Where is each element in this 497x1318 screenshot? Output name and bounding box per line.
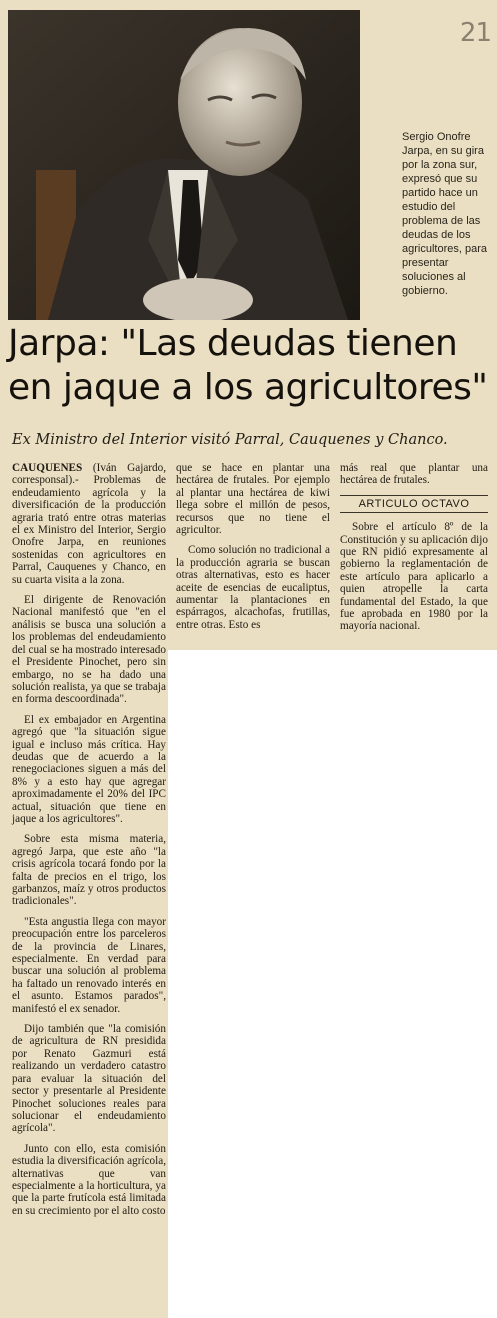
paragraph: Sobre esta misma materia, agregó Jarpa, que este año "la crisis agrícola tocará fondo por la falta de precios en el trigo, los garbanzos, maíz y otros productos tradicionales". [12,833,166,908]
paragraph: Como solución no tradicional a la producción agraria se buscan otras alternativas, esto es hacer aceite de esencias de eucaliptus, aumentar la plantaciones en espárragos, alcachofas, frutillas, entre otras. Esto es [176,544,330,631]
headline-line-2: en jaque a los agricultores" [8,367,488,408]
paragraph [12,462,166,586]
paragraph-text: (Iván Gajardo, corresponsal).- Problemas de endeudamiento agrícola y la diversificación de la producción agraria trató entre otras materias el ex Ministro del Interior, Sergio Onofre Jarpa, en reuniones sostenidas con agricultores en Parral, Cauquenes y Chanco, en su cuarta visita a la zona. [12,462,166,586]
portrait-illustration [8,10,360,320]
article-column-3 [340,462,488,641]
article-column-2 [176,462,330,639]
dateline: CAUQUENES [12,462,83,474]
portrait-photo [8,10,360,320]
subheadline: Ex Ministro del Interior visitó Parral, Cauquenes y Chanco. [12,432,448,448]
paragraph: El ex embajador en Argentina agregó que "la situación sigue igual e incluso más crítica. Hay deudas que de acuerdo a la renegociaciones siguen a más del 8% y a esto hay que agregar aproximadamente el 20% del IPC actual, situación que tiene en jaque a los agricultores". [12,713,166,825]
paragraph: Junto con ello, esta comisión estudia la diversificación agrícola, alternativas que van especialmente a la horticultura, ya que la parte frutícola está limitada en su crecimiento por el alto costo [12,1142,166,1217]
article-column-1 [12,462,166,1225]
section-heading: ARTICULO OCTAVO [340,495,488,513]
paragraph: más real que plantar una hectárea de frutales. [340,462,488,487]
headline-line-1: Jarpa: "Las deudas tienen [8,323,458,364]
page-number: 21 [459,18,491,48]
photo-caption: Sergio Onofre Jarpa, en su gira por la zona sur, expresó que su partido hace un estudio del problema de las deudas de los agricultores, para presentar soluciones al gobierno. [402,131,487,297]
paragraph: Dijo también que "la comisión de agricultura de RN presidida por Renato Gazmuri está realizando un verdadero catastro para evaluar la situación del sector y presentarle al Presidente Pinochet soluciones reales para solucionar el endeudamiento agrícola". [12,1023,166,1135]
headline [8,322,493,410]
paragraph: "Esta angustia llega con mayor preocupación entre los parceleros de la provincia de Linares, especialmente. En verdad para buscar una solución al problema ha faltado un renovado interés en el asunto. Estamos parados", manifestó el ex senador. [12,915,166,1015]
paragraph: El dirigente de Renovación Nacional manifestó que "en el análisis se busca una solución a los problemas del endeudamiento del cual se ha mostrado interesado el Presidente Pinochet, pero sin embargo, no se ha dado una solución realista, ya que se trabaja en forma descoordinada". [12,594,166,706]
paragraph: que se hace en plantar una hectárea de frutales. Por ejemplo al plantar una hectárea de kiwi llega sobre el millón de pesos, recursos que no tiene el agricultor. [176,462,330,537]
paragraph: Sobre el artículo 8º de la Constitución y su aplicación dijo que RN pidió expresamente al gobierno la reglamentación de este artículo para aplicarlo a quien atropelle la carta fundamental del Estado, la que fue aprobada en 1980 por la mayoría nacional. [340,521,488,633]
